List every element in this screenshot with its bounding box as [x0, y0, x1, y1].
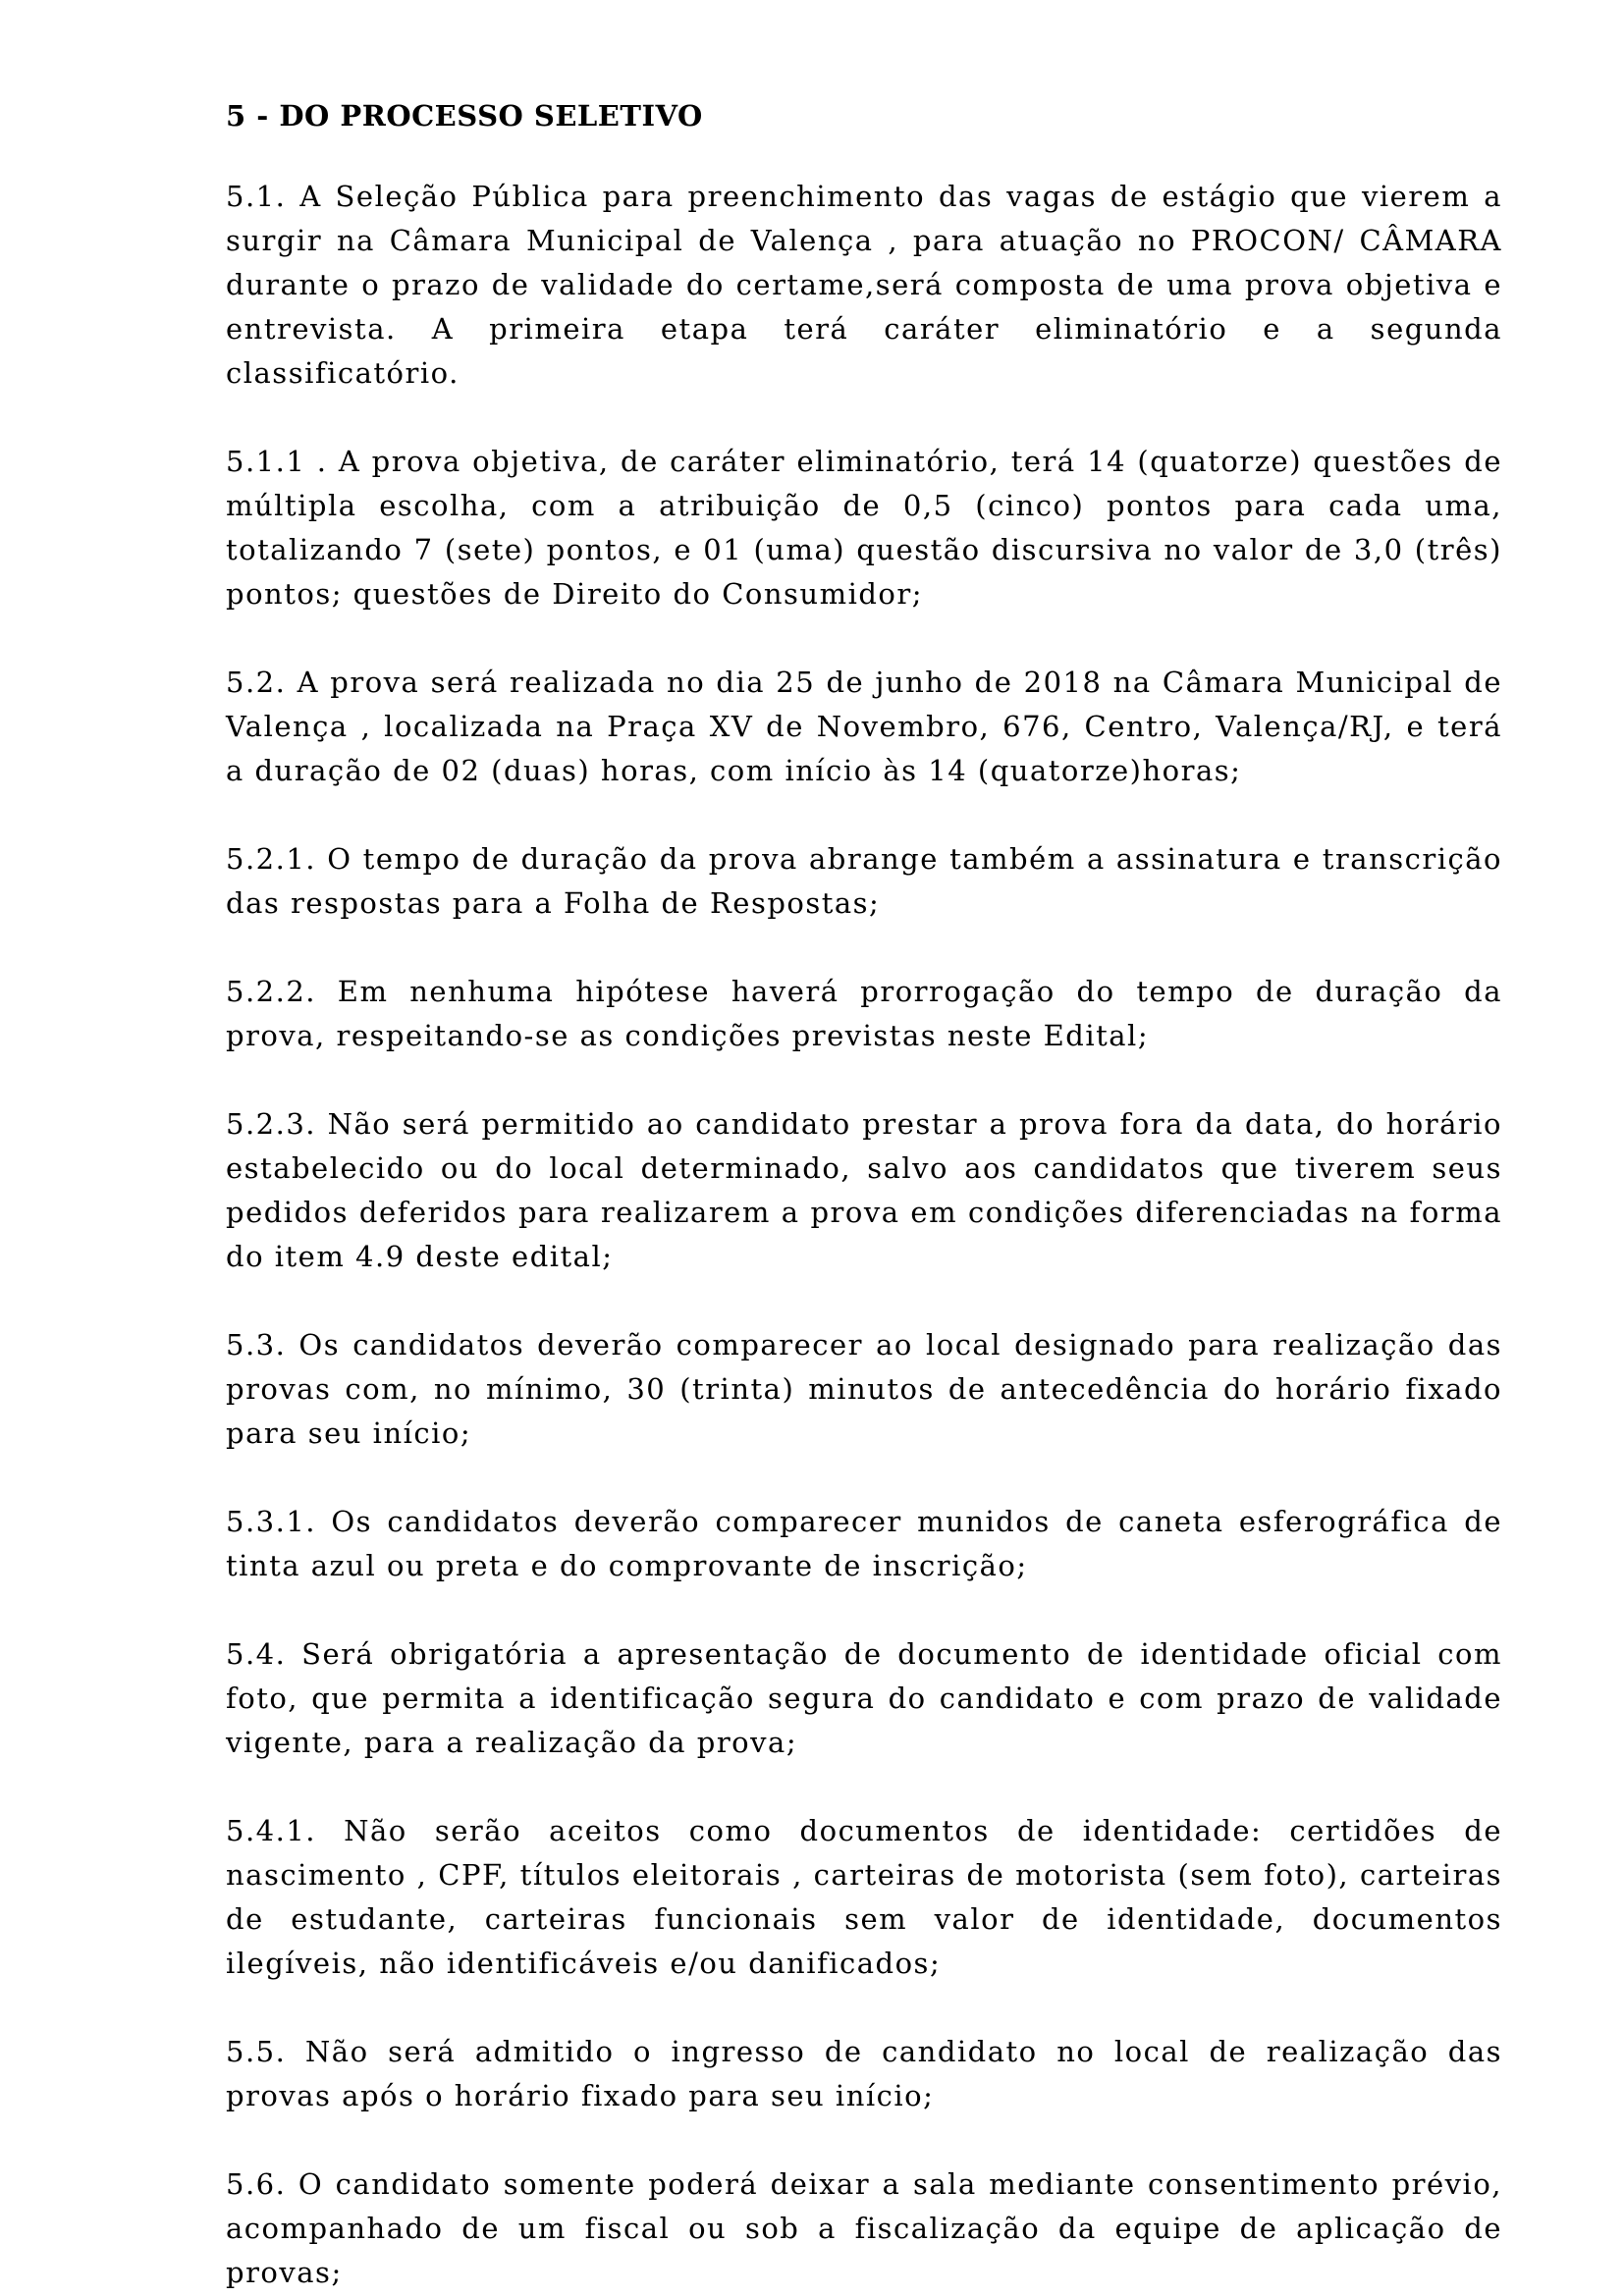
paragraph-5-3-1: 5.3.1. Os candidatos deverão comparecer munidos de caneta esferográfica de tinta azul ou preta e do comprovante de inscrição;: [226, 1505, 1502, 1582]
paragraph-list: [226, 175, 1502, 2295]
section-heading: 5 - DO PROCESSO SELETIVO: [226, 99, 703, 133]
paragraph-5-1: 5.1. A Seleção Pública para preenchimento das vagas de estágio que vierem a surgir na Câmara Municipal de Valença , para atuação no PROCON/ CÂMARA durante o prazo de validade do certame,será composta de uma prova objetiva e entrevista. A primeira etapa terá caráter eliminatório e a segunda classificatório.: [226, 180, 1502, 390]
paragraph-5-2-2: 5.2.2. Em nenhuma hipótese haverá prorrogação do tempo de duração da prova, respeitando-se as condições previstas neste Edital;: [226, 975, 1502, 1052]
paragraph-5-3: 5.3. Os candidatos deverão comparecer ao local designado para realização das provas com, no mínimo, 30 (trinta) minutos de antecedência do horário fixado para seu início;: [226, 1328, 1502, 1450]
paragraph-5-4-1: 5.4.1. Não serão aceitos como documentos de identidade: certidões de nascimento , CPF, títulos eleitorais , carteiras de motorista (sem foto), carteiras de estudante, carteiras funcionais sem valor de identidade, documentos ilegíveis, não identificáveis e/ou danificados;: [226, 1814, 1502, 1980]
paragraph-5-2: 5.2. A prova será realizada no dia 25 de junho de 2018 na Câmara Municipal de Valença , localizada na Praça XV de Novembro, 676, Centro, Valença/RJ, e terá a duração de 02 (duas) horas, com início às 14 (quatorze)horas;: [226, 666, 1502, 787]
paragraph-5-1-1: 5.1.1 . A prova objetiva, de caráter eliminatório, terá 14 (quatorze) questões de múltipla escolha, com a atribuição de 0,5 (cinco) pontos para cada uma, totalizando 7 (sete) pontos, e 01 (uma) questão discursiva no valor de 3,0 (três) pontos; questões de Direito do Consumidor;: [226, 445, 1502, 611]
paragraph-5-4: 5.4. Será obrigatória a apresentação de documento de identidade oficial com foto, que permita a identificação segura do candidato e com prazo de validade vigente, para a realização da prova;: [226, 1637, 1502, 1759]
paragraph-5-6: 5.6. O candidato somente poderá deixar a sala mediante consentimento prévio, acompanhado de um fiscal ou sob a fiscalização da equipe de aplicação de provas;: [226, 2167, 1502, 2289]
paragraph-5-2-1: 5.2.1. O tempo de duração da prova abrange também a assinatura e transcrição das respostas para a Folha de Respostas;: [226, 842, 1502, 920]
paragraph-5-5: 5.5. Não será admitido o ingresso de candidato no local de realização das provas após o horário fixado para seu início;: [226, 2035, 1502, 2112]
paragraph-5-2-3: 5.2.3. Não será permitido ao candidato prestar a prova fora da data, do horário estabelecido ou do local determinado, salvo aos candidatos que tiverem seus pedidos deferidos para realizarem a prova em condições diferenciadas na forma do item 4.9 deste edital;: [226, 1107, 1502, 1273]
